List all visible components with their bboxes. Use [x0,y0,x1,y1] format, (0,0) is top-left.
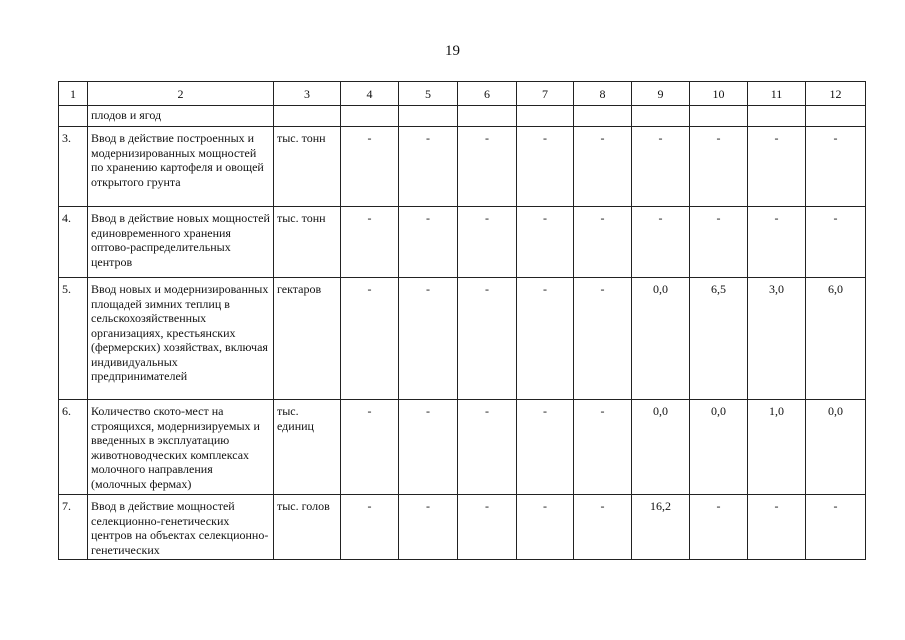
value-cell: - [806,207,866,278]
value-cell: - [574,400,632,495]
value-cell: - [458,278,517,400]
unit-cell: тыс. единиц [274,400,341,495]
column-header: 10 [690,82,748,106]
value-cell [748,106,806,127]
value-cell: - [399,278,458,400]
value-cell: - [632,207,690,278]
table-row [59,106,866,127]
value-cell: 3,0 [748,278,806,400]
value-cell: 16,2 [632,495,690,560]
column-header: 1 [59,82,88,106]
value-cell: - [748,207,806,278]
row-number: 6. [59,400,88,495]
column-header: 9 [632,82,690,106]
value-cell [517,106,574,127]
unit-cell: гектаров [274,278,341,400]
table-row [59,278,866,400]
row-number [59,106,88,127]
unit-cell: тыс. тонн [274,127,341,207]
value-cell: - [399,207,458,278]
value-cell: 0,0 [632,278,690,400]
indicator-name: Количество ското-мест на строящихся, модернизируемых и введенных в эксплуатацию животноводческих комплексах молочного направления (молочных фермах) [88,400,274,495]
value-cell: - [458,127,517,207]
value-cell: - [806,127,866,207]
value-cell [806,106,866,127]
value-cell: - [517,127,574,207]
column-header: 6 [458,82,517,106]
column-header: 4 [341,82,399,106]
value-cell: - [399,400,458,495]
table-header-row [59,82,866,106]
value-cell: - [517,495,574,560]
row-number: 4. [59,207,88,278]
value-cell: - [690,207,748,278]
value-cell [458,106,517,127]
value-cell: - [748,495,806,560]
unit-cell [274,106,341,127]
value-cell: 0,0 [632,400,690,495]
value-cell: - [632,127,690,207]
column-header: 2 [88,82,274,106]
value-cell: - [574,207,632,278]
value-cell: - [574,495,632,560]
value-cell: - [517,207,574,278]
data-table [58,81,866,560]
value-cell: - [517,400,574,495]
indicator-name: Ввод в действие новых мощностей единовременного хранения оптово-распределительных центров [88,207,274,278]
value-cell: - [748,127,806,207]
value-cell: - [574,278,632,400]
value-cell: - [574,127,632,207]
row-number: 3. [59,127,88,207]
table-row [59,207,866,278]
value-cell: - [690,127,748,207]
value-cell: 0,0 [806,400,866,495]
column-header: 12 [806,82,866,106]
row-number: 7. [59,495,88,560]
value-cell [690,106,748,127]
value-cell: - [341,278,399,400]
table-row [59,495,866,560]
value-cell: 0,0 [690,400,748,495]
unit-cell: тыс. тонн [274,207,341,278]
column-header: 8 [574,82,632,106]
value-cell: 1,0 [748,400,806,495]
value-cell: - [517,278,574,400]
value-cell: 6,5 [690,278,748,400]
value-cell [341,106,399,127]
value-cell: - [399,127,458,207]
value-cell: - [341,207,399,278]
row-number: 5. [59,278,88,400]
value-cell: - [806,495,866,560]
value-cell: - [458,400,517,495]
column-header: 7 [517,82,574,106]
indicator-name: Ввод в действие построенных и модернизированных мощностей по хранению картофеля и овощей открытого грунта [88,127,274,207]
value-cell [574,106,632,127]
value-cell [632,106,690,127]
value-cell [399,106,458,127]
unit-cell: тыс. голов [274,495,341,560]
indicator-name: плодов и ягод [88,106,274,127]
table-row [59,400,866,495]
value-cell: - [341,400,399,495]
column-header: 3 [274,82,341,106]
indicator-name: Ввод новых и модернизированных площадей зимних теплиц в сельскохозяйственных организациях, крестьянских (фермерских) хозяйствах, включая индивидуальных предпринимателей [88,278,274,400]
value-cell: 6,0 [806,278,866,400]
table-row [59,127,866,207]
value-cell: - [458,207,517,278]
value-cell: - [690,495,748,560]
value-cell: - [341,127,399,207]
page-number: 19 [445,43,460,59]
column-header: 11 [748,82,806,106]
column-header: 5 [399,82,458,106]
value-cell: - [341,495,399,560]
value-cell: - [458,495,517,560]
indicator-name: Ввод в действие мощностей селекционно-генетических центров на объектах селекционно-генетических [88,495,274,560]
value-cell: - [399,495,458,560]
